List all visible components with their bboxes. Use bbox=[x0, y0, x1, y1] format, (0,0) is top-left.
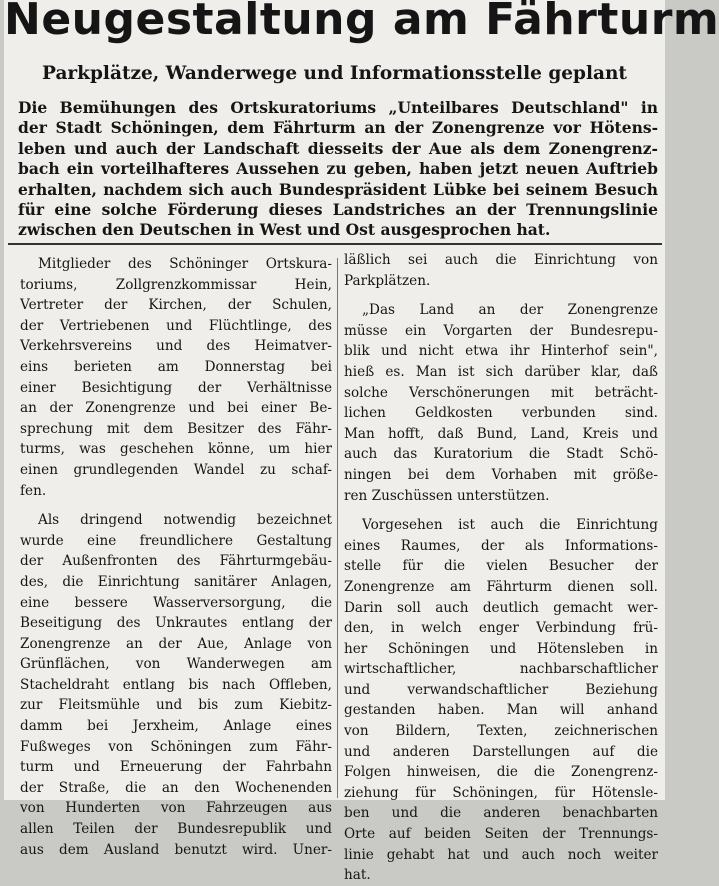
lead-line: erhalten, nachdem sich auch Bundespräsident Lübke bei seinem Besuch bbox=[18, 179, 658, 199]
lead-line: Die Bemühungen des Ortskuratoriums „Unteilbares Deutschland" in bbox=[18, 98, 658, 117]
body-line: eins berieten am Donnerstag bei bbox=[20, 358, 332, 375]
body-line: eine bessere Wasserversorgung, die bbox=[20, 594, 332, 611]
lead-line: leben und auch der Landschaft diesseits der Aue als dem Zonengrenz- bbox=[18, 138, 658, 158]
body-line: Darin soll auch deutlich gemacht wer- bbox=[344, 599, 658, 616]
body-line: Folgen hinweisen, die die Zonengrenz- bbox=[344, 764, 658, 781]
body-line: einen grundlegenden Wandel zu schaf- bbox=[20, 461, 332, 478]
body-line: wurde eine freundlichere Gestaltung bbox=[20, 532, 332, 549]
body-line: allen Teilen der Bundesrepublik und bbox=[20, 821, 332, 838]
body-line: Fußweges von Schöningen zum Fähr- bbox=[20, 738, 332, 755]
body-line: ningen bei dem Vorhaben mit größe- bbox=[344, 466, 658, 483]
body-line: Zonengrenze an der Aue, Anlage von bbox=[20, 635, 332, 652]
body-line: Vertreter der Kirchen, der Schulen, bbox=[20, 297, 332, 314]
body-line: ziehung für Schöningen, für Hötensle- bbox=[344, 784, 658, 801]
body-line: Beseitigung des Unkrautes entlang der bbox=[20, 615, 332, 632]
body-line: „Das Land an der Zonengrenze bbox=[362, 302, 658, 319]
body-line: Vorgesehen ist auch die Einrichtung bbox=[362, 517, 658, 534]
body-line: Zonengrenze am Fährturm dienen soll. bbox=[344, 578, 658, 595]
body-line: damm bei Jerxheim, Anlage eines bbox=[20, 718, 332, 735]
body-line: lichen Geldkosten verbunden sind. bbox=[344, 405, 658, 422]
lead-line: der Stadt Schöningen, dem Fährturm an der Zonengrenze vor Hötens- bbox=[18, 118, 658, 138]
body-line: müsse ein Vorgarten der Bundesrepu- bbox=[344, 322, 658, 339]
body-line: den, in welch enger Verbindung frü- bbox=[344, 620, 658, 637]
body-line: der Straße, die an den Wochenenden bbox=[20, 779, 332, 796]
body-line: des, die Einrichtung sanitärer Anlagen, bbox=[20, 573, 332, 590]
body-line: turm und Erneuerung der Fahrbahn bbox=[20, 759, 332, 776]
body-line: an der Zonengrenze und bei einer Be- bbox=[20, 400, 332, 417]
section-rule bbox=[8, 243, 662, 245]
body-line: und anderen Darstellungen auf die bbox=[344, 743, 658, 760]
lead-paragraph bbox=[18, 98, 658, 241]
body-line: ren Zuschüssen unterstützen. bbox=[344, 487, 550, 504]
body-line: gestanden haben. Man will anhand bbox=[344, 702, 658, 719]
body-line: Stacheldraht entlang bis nach Offleben, bbox=[20, 676, 332, 693]
body-line: auch das Kuratorium die Stadt Schö- bbox=[344, 446, 658, 463]
left-column bbox=[20, 254, 332, 860]
body-line: der Außenfronten des Fährturmgebäu- bbox=[20, 553, 332, 570]
body-line: Orte auf beiden Seiten der Trennungs- bbox=[344, 826, 658, 843]
column-divider bbox=[337, 258, 338, 798]
body-line: der Vertriebenen und Flüchtlinge, des bbox=[20, 317, 332, 334]
body-line: linie gehabt hat und auch noch weiter bbox=[344, 846, 658, 863]
body-line: Grünflächen, von Wanderwegen am bbox=[20, 656, 332, 673]
body-line: läßlich sei auch die Einrichtung von bbox=[344, 252, 658, 268]
headline: Neugestaltung am Fährturm bbox=[4, 0, 719, 45]
right-column bbox=[344, 250, 658, 886]
body-line: turms, was geschehen könne, um hier bbox=[20, 441, 332, 458]
body-line: toriums, Zollgrenzkommissar Hein, bbox=[20, 276, 332, 293]
lead-line: zwischen den Deutschen in West und Ost ausgesprochen hat. bbox=[18, 220, 551, 240]
body-line: und verwandschaftlicher Beziehung bbox=[344, 681, 658, 698]
body-line: hat. bbox=[344, 867, 371, 884]
body-line: von Bildern, Texten, zeichnerischen bbox=[344, 723, 658, 740]
body-line: fen. bbox=[20, 482, 47, 499]
body-line: zur Fleitsmühle und bis zum Kiebitz- bbox=[20, 697, 332, 714]
newspaper-clipping bbox=[4, 0, 719, 884]
subheadline: Parkplätze, Wanderwege und Informationsstelle geplant bbox=[42, 63, 627, 84]
body-line: einer Besichtigung der Verhältnisse bbox=[20, 379, 332, 396]
lead-line: bach ein vorteilhafteres Aussehen zu geben, haben jetzt neuen Auftrieb bbox=[18, 159, 658, 179]
body-line: ben und die anderen benachbarten bbox=[344, 805, 658, 822]
lead-line: für eine solche Förderung dieses Landstriches an der Trennungslinie bbox=[18, 200, 658, 220]
body-line: Mitglieder des Schöninger Ortskura- bbox=[38, 256, 332, 272]
body-line: Verkehrsvereins und des Heimatver- bbox=[20, 338, 332, 355]
body-line: blik und nicht etwa ihr Hinterhof sein", bbox=[344, 343, 658, 360]
body-line: Parkplätzen. bbox=[344, 272, 431, 289]
body-line: wirtschaftlicher, nachbarschaftlicher bbox=[344, 661, 658, 678]
body-line: her Schöningen und Hötensleben in bbox=[344, 640, 658, 657]
body-line: von Hunderten von Fahrzeugen aus bbox=[20, 800, 332, 817]
body-line: stelle für die vielen Besucher der bbox=[344, 558, 658, 575]
body-line: eines Raumes, der als Informations- bbox=[344, 537, 658, 554]
body-line: sprechung mit dem Besitzer des Fähr- bbox=[20, 420, 332, 437]
body-line: Als dringend notwendig bezeichnet bbox=[38, 512, 332, 529]
body-line: aus dem Ausland benutzt wird. Uner- bbox=[20, 841, 332, 858]
body-line: Man hofft, daß Bund, Land, Kreis und bbox=[344, 425, 658, 442]
body-line: solche Verschönerungen mit beträcht- bbox=[344, 384, 658, 401]
body-line: hieß es. Man ist sich darüber klar, daß bbox=[344, 363, 658, 380]
